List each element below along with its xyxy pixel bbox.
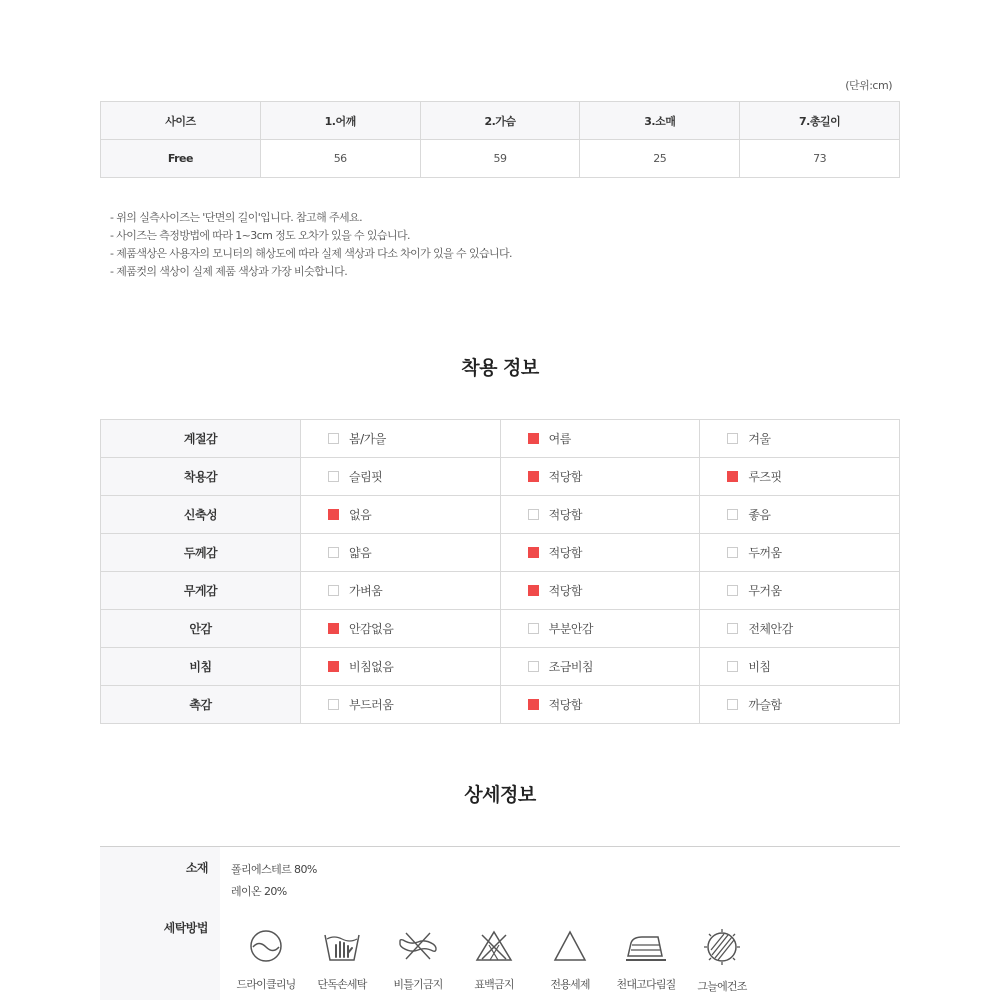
fit-row-label: 착용감 — [101, 458, 301, 496]
unchecked-box-icon — [328, 433, 339, 444]
size-table-header-row — [101, 102, 900, 140]
fit-row-label: 촉감 — [101, 686, 301, 724]
fit-row-label: 안감 — [101, 610, 301, 648]
fit-option — [301, 648, 501, 686]
fit-option — [301, 534, 501, 572]
note-item: - 위의 실측사이즈는 '단면의 길이'입니다. 참고해 주세요. — [110, 211, 362, 224]
unit-label: (단위:cm) — [845, 79, 892, 92]
table-row — [101, 140, 900, 178]
note-item: - 제품색상은 사용자의 모니터의 해상도에 따라 실제 색상과 다소 차이가 있을 수 있습니다. — [110, 247, 512, 260]
size-notes — [110, 209, 512, 281]
fit-option-label: 얇음 — [349, 546, 372, 560]
fit-row-label: 두께감 — [101, 534, 301, 572]
note-item: - 제품컷의 색상이 실제 제품 색상과 가장 비슷합니다. — [110, 265, 348, 278]
fit-row-label: 계절감 — [101, 420, 301, 458]
wash-label: 단독손세탁 — [317, 978, 367, 991]
unchecked-box-icon — [328, 699, 339, 710]
fit-option-label: 안감없음 — [349, 622, 394, 636]
fit-option-label: 좋음 — [748, 508, 771, 522]
unchecked-box-icon — [727, 433, 738, 444]
fit-option — [500, 686, 700, 724]
fit-option — [500, 458, 700, 496]
table-row — [101, 534, 900, 572]
fit-option-label: 겨울 — [748, 432, 771, 446]
fit-option-label: 적당함 — [548, 508, 582, 522]
fit-option-label: 전체안감 — [748, 622, 793, 636]
fit-option — [700, 572, 900, 610]
fit-option — [500, 648, 700, 686]
checked-box-icon — [328, 661, 339, 672]
fit-option — [500, 534, 700, 572]
fit-option-label: 가벼움 — [349, 584, 383, 598]
checked-box-icon — [727, 471, 738, 482]
size-value-cell: 56 — [260, 140, 420, 178]
checked-box-icon — [328, 623, 339, 634]
detail-info-title: 상세정보 — [464, 784, 536, 806]
wash-item — [378, 929, 458, 992]
fit-option — [700, 458, 900, 496]
fit-option — [301, 686, 501, 724]
table-row — [101, 496, 900, 534]
wash-label: 드라이클리닝 — [236, 978, 296, 991]
checked-box-icon — [528, 433, 539, 444]
wash-label: 전용세제 — [550, 978, 590, 991]
wash-label: 천대고다림질 — [616, 978, 676, 991]
table-row — [101, 458, 900, 496]
size-header-cell: 사이즈 — [101, 102, 261, 140]
fit-option-label: 봄/가을 — [349, 432, 386, 446]
unchecked-box-icon — [528, 623, 539, 634]
unchecked-box-icon — [727, 699, 738, 710]
fit-option-label: 적당함 — [548, 698, 582, 712]
fit-option-label: 적당함 — [548, 470, 582, 484]
wash-label: 비틀기금지 — [393, 978, 443, 991]
fit-option-label: 무거움 — [748, 584, 782, 598]
size-table — [100, 101, 900, 178]
fit-option — [301, 496, 501, 534]
table-row — [101, 420, 900, 458]
top-cut-glyph — [596, 0, 606, 2]
dry-clean-icon — [246, 929, 286, 963]
unchecked-box-icon — [727, 547, 738, 558]
note-item: - 사이즈는 측정방법에 따라 1~3cm 정도 오차가 있을 수 있습니다. — [110, 229, 410, 242]
size-header-cell: 3.소매 — [580, 102, 740, 140]
fit-option — [700, 610, 900, 648]
fit-option — [700, 534, 900, 572]
wash-label: 그늘에건조 — [697, 980, 747, 993]
size-header-cell: 7.총길이 — [740, 102, 900, 140]
fit-option — [500, 572, 700, 610]
fit-option-label: 없음 — [349, 508, 372, 522]
fit-option — [500, 420, 700, 458]
fit-info-title: 착용 정보 — [461, 357, 539, 379]
unchecked-box-icon — [528, 509, 539, 520]
hand-wash-icon — [322, 929, 362, 963]
size-value-cell: 25 — [580, 140, 740, 178]
wash-label: 표백금지 — [474, 978, 514, 991]
fit-option-label: 루즈핏 — [748, 470, 782, 484]
material-line: 폴리에스테르 80% — [231, 863, 317, 876]
fit-option-label: 부드러움 — [349, 698, 394, 712]
fit-option-label: 조금비침 — [548, 660, 594, 674]
wash-item — [302, 929, 382, 992]
iron-cloth-icon — [624, 929, 668, 963]
fit-option — [500, 610, 700, 648]
unchecked-box-icon — [727, 509, 738, 520]
fit-option — [700, 686, 900, 724]
wash-item — [226, 929, 306, 992]
fit-option-label: 적당함 — [548, 584, 582, 598]
table-row — [101, 648, 900, 686]
unchecked-box-icon — [328, 471, 339, 482]
checked-box-icon — [528, 699, 539, 710]
fit-option-label: 슬림핏 — [349, 470, 383, 484]
fit-option-label: 비침 — [748, 660, 771, 674]
fit-option — [500, 496, 700, 534]
fit-option-label: 비침없음 — [349, 660, 394, 674]
unchecked-box-icon — [727, 661, 738, 672]
fit-option — [301, 458, 501, 496]
fit-row-label: 무게감 — [101, 572, 301, 610]
fit-info-table — [100, 419, 900, 724]
wash-method-label: 세탁방법 — [163, 921, 208, 935]
fit-option-label: 적당함 — [548, 546, 582, 560]
checked-box-icon — [328, 509, 339, 520]
material-label: 소재 — [185, 861, 208, 875]
material-value — [231, 859, 317, 903]
fit-row-label: 비침 — [101, 648, 301, 686]
unchecked-box-icon — [328, 585, 339, 596]
neutral-detergent-icon — [550, 929, 590, 963]
fit-option-label: 부분안감 — [548, 622, 594, 636]
wash-item — [454, 929, 534, 992]
fit-option — [301, 572, 501, 610]
size-value-cell: 73 — [740, 140, 900, 178]
wash-item — [682, 929, 762, 994]
wash-item — [530, 929, 610, 992]
fit-option-label: 까슬함 — [748, 698, 782, 712]
fit-option — [700, 496, 900, 534]
fit-option-label: 두꺼움 — [748, 546, 782, 560]
unchecked-box-icon — [528, 661, 539, 672]
fit-option — [301, 610, 501, 648]
shade-dry-icon — [702, 929, 742, 965]
size-name-cell: Free — [101, 140, 261, 178]
unchecked-box-icon — [727, 585, 738, 596]
size-header-cell: 1.어깨 — [260, 102, 420, 140]
fit-option-label: 여름 — [548, 432, 571, 446]
fit-option — [700, 648, 900, 686]
unchecked-box-icon — [328, 547, 339, 558]
fit-option — [700, 420, 900, 458]
unchecked-box-icon — [727, 623, 738, 634]
table-row — [101, 572, 900, 610]
material-line: 레이온 20% — [231, 885, 287, 898]
detail-info-panel — [100, 846, 900, 1000]
checked-box-icon — [528, 547, 539, 558]
checked-box-icon — [528, 585, 539, 596]
wash-item — [606, 929, 686, 992]
checked-box-icon — [528, 471, 539, 482]
no-wring-icon — [396, 929, 440, 963]
size-header-cell: 2.가슴 — [420, 102, 580, 140]
no-bleach-icon — [474, 929, 514, 963]
table-row — [101, 686, 900, 724]
fit-row-label: 신축성 — [101, 496, 301, 534]
size-value-cell: 59 — [420, 140, 580, 178]
fit-option — [301, 420, 501, 458]
table-row — [101, 610, 900, 648]
